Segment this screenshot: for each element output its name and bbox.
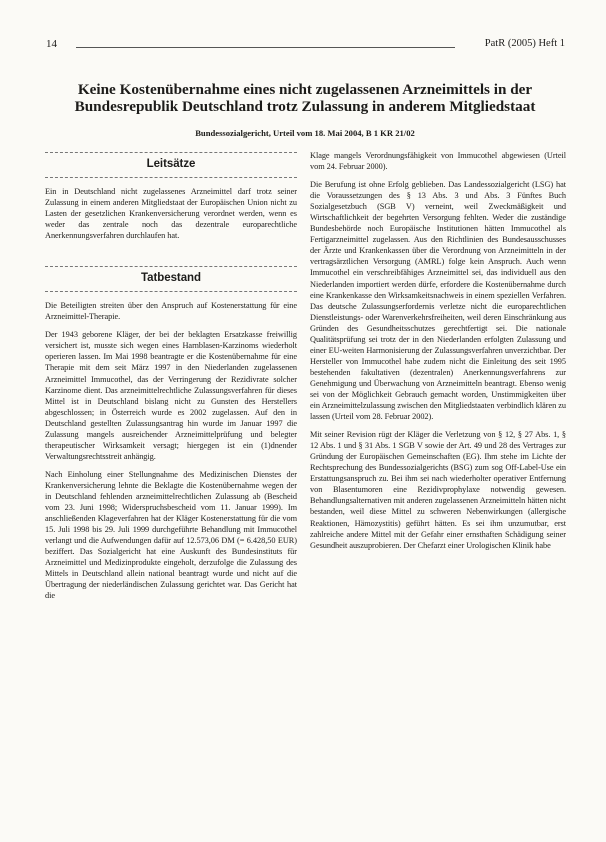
divider <box>45 291 297 292</box>
section-heading-tatbestand <box>45 264 297 292</box>
page-number: 14 <box>46 38 57 50</box>
court-decision-line: Bundessozialgericht, Urteil vom 18. Mai 2004, B 1 KR 21/02 <box>195 128 415 138</box>
header-rule <box>76 47 455 48</box>
divider <box>45 152 297 153</box>
section-title: Leitsätze <box>146 158 196 170</box>
section-title: Tatbestand <box>141 272 201 285</box>
section-heading-leitsaetze <box>45 150 297 178</box>
divider <box>45 177 297 178</box>
body-paragraph: Nach Einholung einer Stellungnahme des Medizinischen Dienstes der Krankenversicherung lehnte die Beklagte die Kostenübernahme wegen der in Deutschland fehlenden arzneimittelrechtlichen Zulassung ab (Bescheid vom 23. Juni 1998; Widerspruchsbescheid vom 11. Januar 1999). Im anschließenden Klageverfahren hat der Kläger Kostenerstattung für die vom 15. Juli 1998 bis 29. Juli 1999 durchgeführte Behandlung mit Immucothel verlangt und die Aufwendungen dafür auf 12.573,06 DM (= 6.428,50 EUR) beziffert. Das Sozialgericht hat eine Auskunft des Bundesinstituts für Arzneimittel und Medizinprodukte eingeholt, derzufolge die Zulassung des Mittels in Deutschland allein national beantragt wurde und nicht auf die Übertragung der niederländischen Zulassung gerichtet war. Das Gericht hat die <box>45 469 297 601</box>
right-column <box>310 150 566 558</box>
body-paragraph: Die Beteiligten streiten über den Anspruch auf Kostenerstattung für eine Arzneimittel-Therapie. <box>45 301 297 322</box>
body-paragraph: Die Berufung ist ohne Erfolg geblieben. Das Landessozialgericht (LSG) hat die Voraussetzungen des § 13 Abs. 3 und Abs. 3 Fünftes Buch Sozialgesetzbuch (SGB V) verneint, weil Zweckmäßigkeit und Wirtschaftlichkeit der begehrten Versorgung fehlten. Weder die zuständige Bundesbehörde noch Europäische Institutionen hätten Immucothel als Fertigarzneimittel zugelassen. Aus den Richtlinien des Bundesausschusses der Ärzte und Krankenkassen über die Verordnung von Arzneimitteln in der vertragsärztlichen Versorgung (AMRL) folge kein Anspruch. Auch wenn Immucothel ein verschreibfähiges Arzneimittel sei, das individuell aus den Niederlanden importiert werden dürfe, erfordere die Kostenübernahme durch eine Krankenkasse den Wirksamkeitsnachweis in einem speziellen Verfahren. Das deutsche Zulassungserfordernis verletze nicht die europarechtlichen Dienstleistungs- oder Warenverkehrsfreiheiten, weil deren Einschränkung aus Gründen des Gesundheitsschutzes gerechtfertigt sei. Die nationale Qualitätsprüfung sei trotz der in den Niederlanden erfolgten Zulassung und einer EU-weiten Harmonisierung der Zulassungsverfahren unverzichtbar. Der Hersteller von Immucothel habe zudem nicht die Einleitung des seit 1995 bestehenden fakultativen (dezentralen) Anerkennungsverfahrens zur Genehmigung und Überwachung von Arzneimitteln beantragt. Ebenso wenig sei von der Möglichkeit Gebrauch gemacht worden, Unstimmigkeiten über ein Arzneimittelzulassung zwischen den Mitgliedstaaten verbindlich klären zu lassen (Urteil vom 28. Februar 2002). <box>310 180 566 422</box>
article-title: Keine Kostenübernahme eines nicht zugelassenen Arzneimittels in der Bundesrepublik Deutschland trotz Zulassung in anderem Mitgliedstaat <box>74 81 536 115</box>
body-paragraph: Mit seiner Revision rügt der Kläger die Verletzung von § 12, § 27 Abs. 1, § 12 Abs. 1 und § 31 Abs. 1 SGB V sowie der Art. 49 und 28 des Vertrages zur Gründung der Europäischen Gemeinschaften (EG). Ihm stehe im Lichte der Rechtsprechung des Bundessozialgerichts (BSG) zum sog Off-Label-Use ein Erstattungsanspruch zu. Bei ihm sei nach wiederholter operativer Entfernung von Blasentumoren eine Rezidivprophylaxe notwendig gewesen. Behandlungsalternativen mit anderen zugelassenen Arzneimitteln hätten nicht bestanden, weil diese Mittel zu schweren Nebenwirkungen (allergische Reaktionen, Hämozystitis) geführt hätten. Es sei ihm unzumutbar, erst zahlreiche andere Mittel mit der Gefahr einer ernsthaften Schädigung seiner Gesundheit auszuprobieren. Der Chefarzt einer Urologischen Klinik habe <box>310 430 566 550</box>
body-paragraph: Der 1943 geborene Kläger, der bei der beklagten Ersatzkasse freiwillig versichert ist, musste sich wegen eines Harnblasen-Karzinoms wiederholt operieren lassen. Im Mai 1998 beantragte er die Kostenübernahme für eine Therapie mit dem seit März 1997 in den Niederlanden zugelassenen Arzneimittel Immucothel, das der Verringerung der Rezidivrate solcher Karzinome dient. Das arzneimittelrechtliche Zulassungsverfahren für dieses Mittel ist in Deutschland bislang nicht zu Gunsten des Herstellers abgeschlossen; in Österreich wurde es 2002 zugelassen. Auf den in Deutschland gestellten Zulassungsantrag hin wurde im Januar 1997 die Zulassung mangels ausreichender Arzneimittelprüfung und belegter therapeutischer Wirksamkeit versagt; hiergegen ist ein (1)dnender Verwaltungsrechtsstreit anhängig. <box>45 330 297 461</box>
left-column <box>45 150 297 608</box>
running-header <box>46 38 565 54</box>
journal-reference: PatR (2005) Heft 1 <box>484 38 565 49</box>
body-paragraph: Klage mangels Verordnungsfähigkeit von Immucothel abgewiesen (Urteil vom 24. Februar 2000). <box>310 151 566 172</box>
leitsatz-paragraph: Ein in Deutschland nicht zugelassenes Arzneimittel darf trotz seiner Zulassung in einem anderen Mitgliedstaat der Europäischen Union nicht zu Lasten der gesetzlichen Krankenversicherung verordnet werden, wenn es weder das zentrale noch das dezentrale europarechtliche Anerkennungsverfahren durchlaufen hat. <box>45 187 297 241</box>
divider <box>45 266 297 267</box>
